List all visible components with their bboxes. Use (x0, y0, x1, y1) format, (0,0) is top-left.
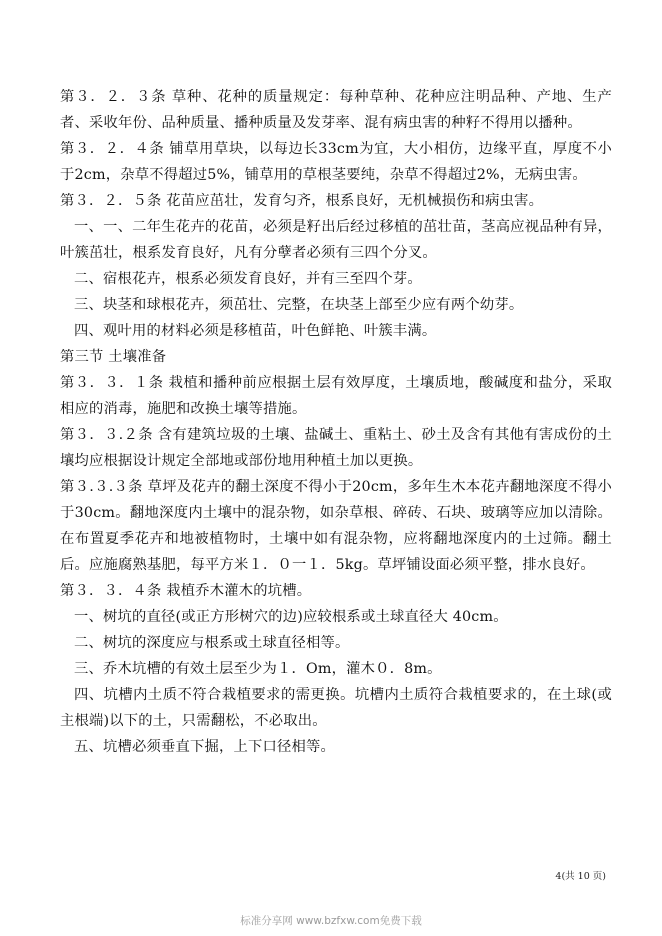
list-item-soil-replacement: 四、坑槽内土质不符合栽植要求的需更换。坑槽内土质符合栽植要求的，在土球(或主根端)以下的土，只需翻松，不必取出。 (60, 687, 612, 729)
list-item-pit-diameter: 一、树坑的直径(或正方形树穴的边)应较根系或土球直径大 40cm。 (74, 609, 508, 625)
list-item-annual-flowers: 一、一、二年生花卉的花苗，必须是籽出后经过移植的茁壮苗，茎高应视品种有异，叶簇茁壮，根系发育良好，凡有分孽者必须有三四个分叉。 (60, 219, 612, 261)
clause-3-3-1: 第３．３．１条 栽植和播种前应根据土层有效厚度，土壤质地，酸碱度和盐分，采取相应的消毒，施肥和改换土壤等措施。 (60, 375, 612, 417)
section-heading-soil-preparation: 第三节 土壤准备 (60, 349, 167, 365)
document-body (60, 84, 612, 760)
list-item-foliage-materials: 四、观叶用的材料必须是移植苗，叶色鲜艳、叶簇丰满。 (74, 323, 437, 339)
clause-3-3-4: 第３．３．４条 栽植乔木灌木的坑槽。 (60, 583, 312, 599)
footer-watermark: 标准分享网 www.bzfxw.com免费下载 (240, 915, 422, 927)
clause-3-2-3: 第３．２．３条 草种、花种的质量规定：每种草种、花种应注明品种、产地、生产者、采收年份、品种质量、播种质量及发芽率、混有病虫害的种籽不得用以播种。 (60, 89, 612, 131)
list-item-bulb-flowers: 三、块茎和球根花卉，须茁壮、完整，在块茎上部至少应有两个幼芽。 (74, 297, 524, 313)
list-item-pit-depth: 二、树坑的深度应与根系或土球直径相等。 (74, 635, 350, 651)
clause-3-3-3: 第３.３.３条 草坪及花卉的翻土深度不得小于20cm，多年生木本花卉翻地深度不得小于30cm。翻地深度内土壤中的混杂物，如杂草根、碎砖、石块、玻璃等应加以清除。在布置夏季花卉和地被植物时，土壤中如有混杂物，应将翻地深度内的土过筛。翻土后。应施腐熟基肥，每平方米１．０一１．5kg。草坪铺设面必须平整，排水良好。 (60, 479, 612, 573)
list-item-perennial-flowers: 二、宿根花卉，根系必须发育良好，并有三至四个芽。 (74, 271, 422, 287)
clause-3-2-4: 第３．２．４条 铺草用草块，以每边长33cm为宜，大小相仿，边缘平直，厚度不小于2cm，杂草不得超过5%，铺草用的草根茎要纯，杂草不得超过2%，无病虫害。 (60, 141, 612, 183)
clause-3-2-5: 第３．２．５条 花苗应茁壮，发育匀齐，根系良好，无机械损伤和病虫害。 (60, 193, 544, 209)
page-number: 4(共 10 页) (555, 871, 606, 882)
clause-3-3-2: 第３．３.２条 含有建筑垃圾的土壤、盐碱土、重粘土、砂土及含有其他有害成份的土壤均应根据设计规定全部地或部份地用种植土加以更换。 (60, 427, 612, 469)
list-item-vertical-digging: 五、坑槽必须垂直下掘，上下口径相等。 (74, 739, 335, 755)
list-item-soil-layer: 三、乔木坑槽的有效土层至少为１．Om，灌木０．8m。 (74, 661, 442, 677)
